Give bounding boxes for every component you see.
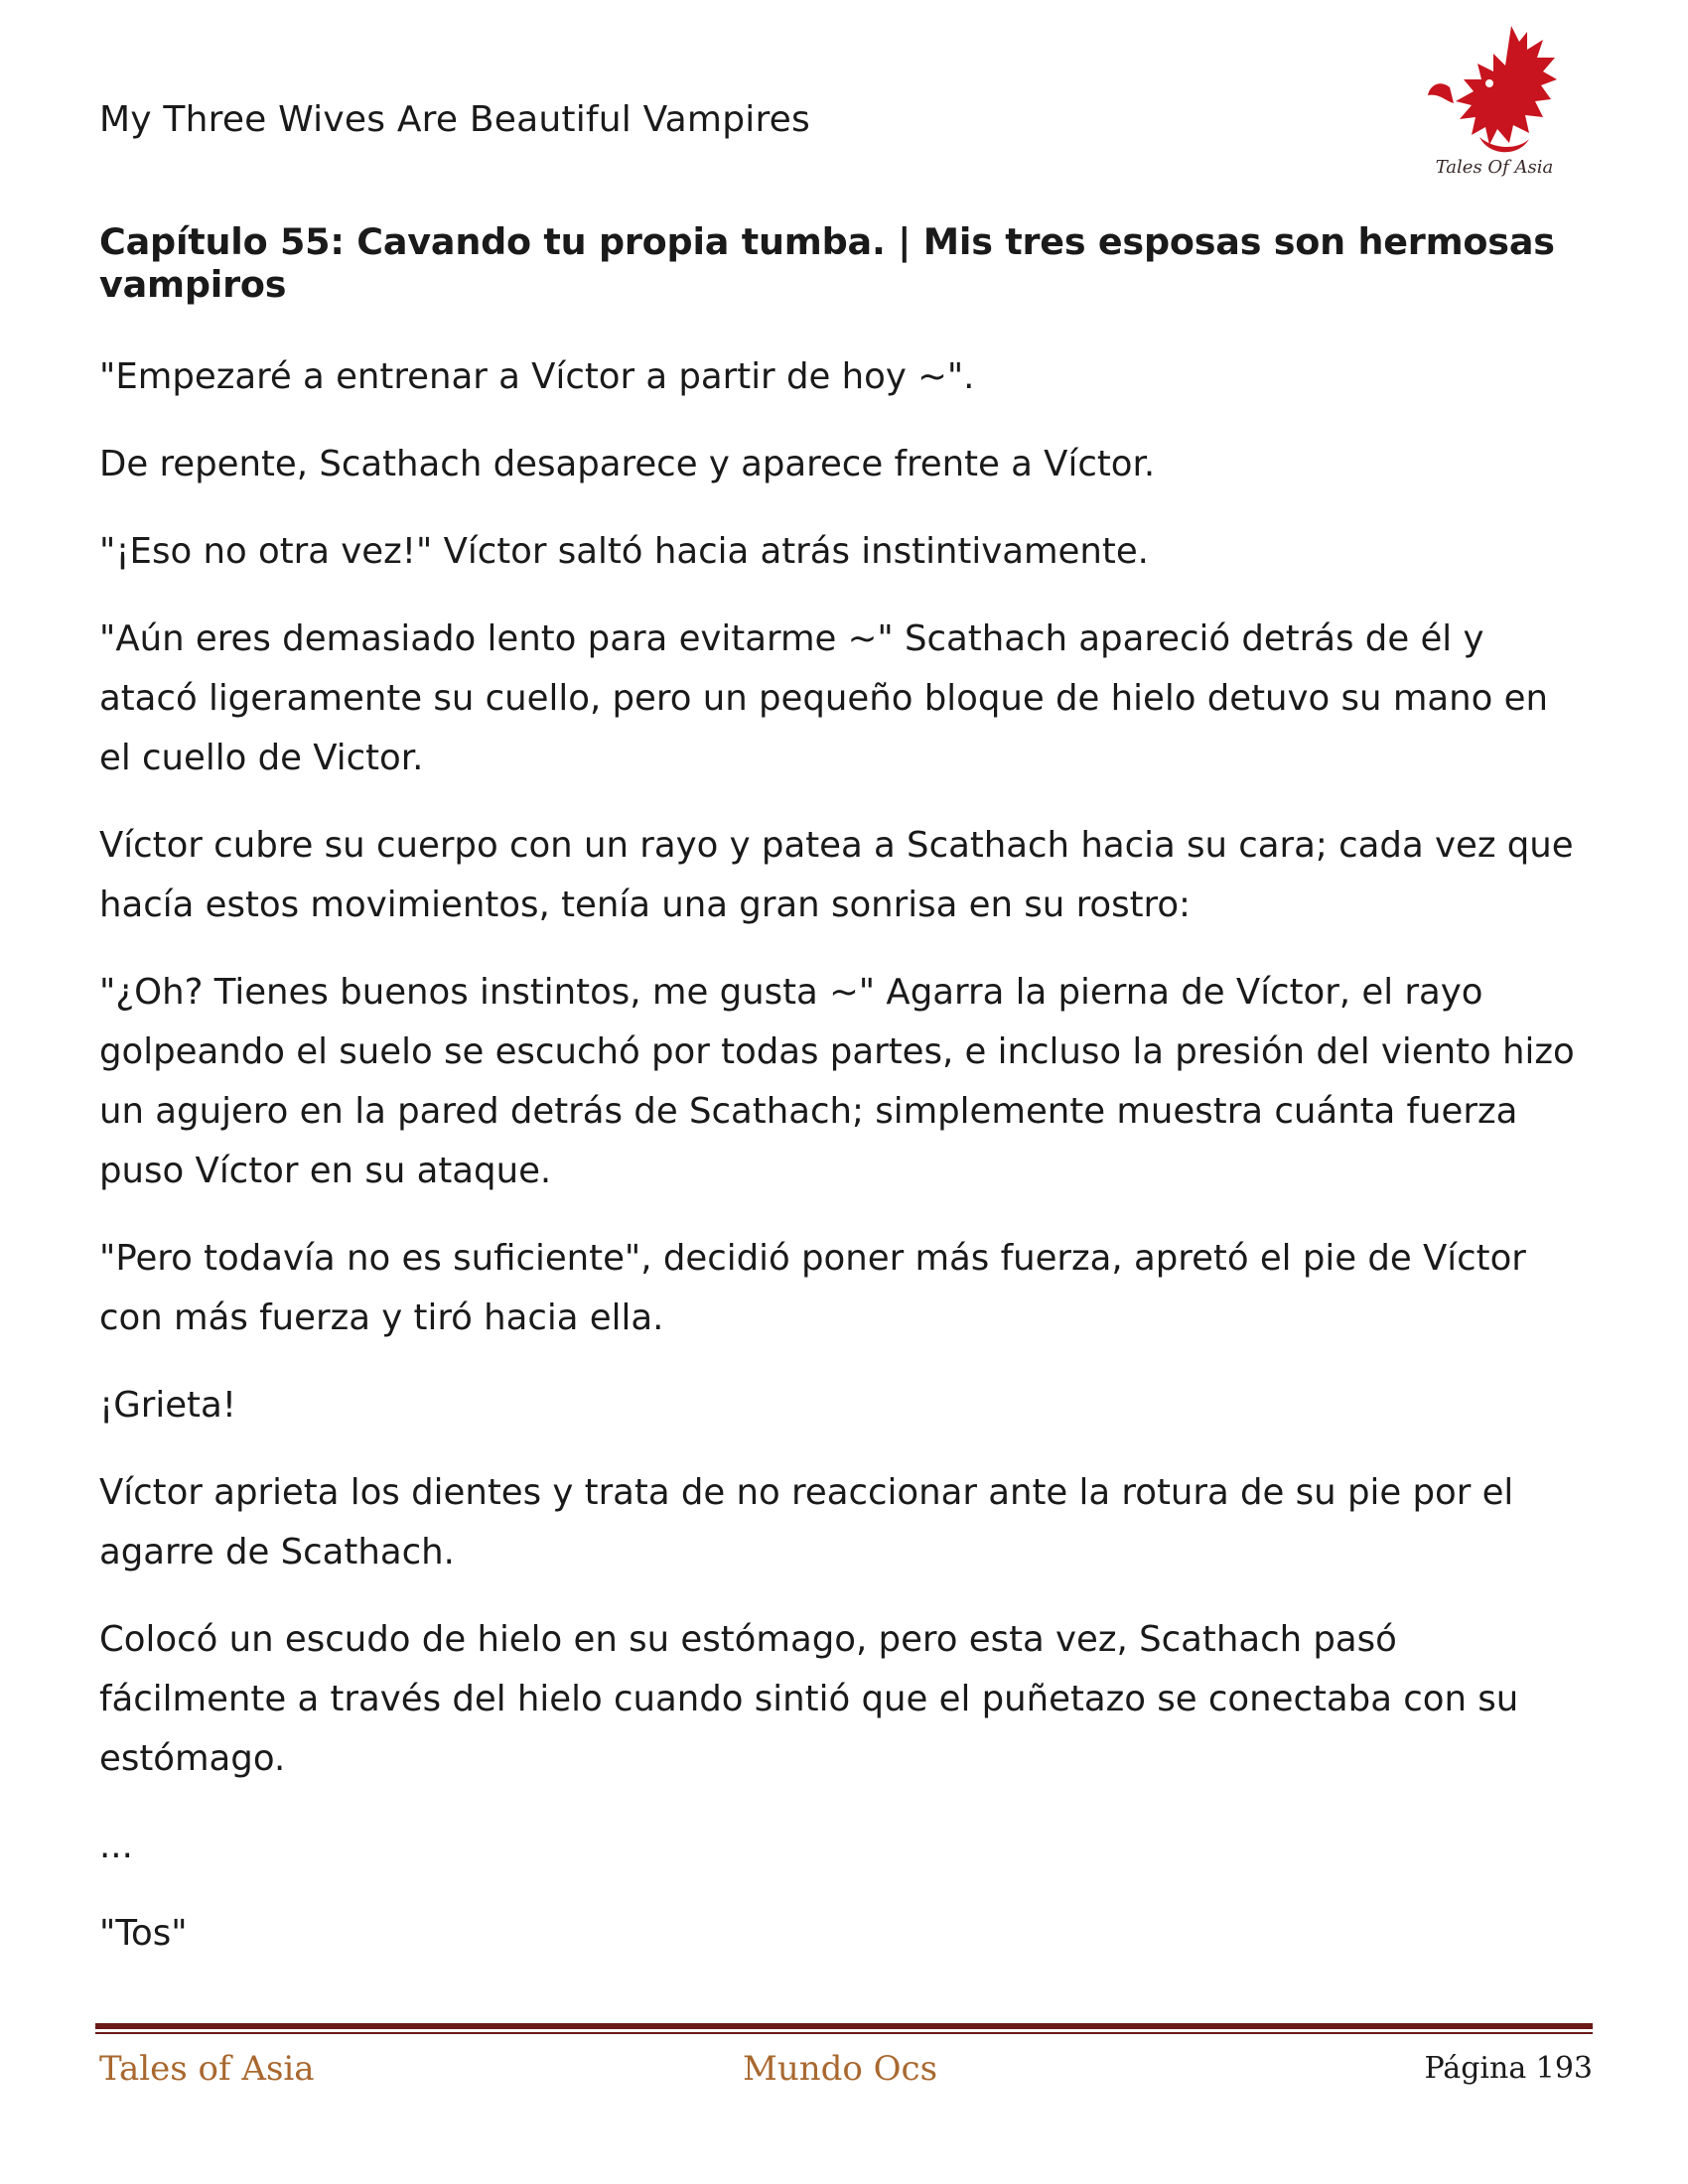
paragraph: Colocó un escudo de hielo en su estómago, pero esta vez, Scathach pasó fácilmente a través del hielo cuando sintió que el puñetazo se conectaba con su estómago. xyxy=(99,1619,1519,1779)
footer-divider xyxy=(95,2023,1593,2034)
paragraph: "Empezaré a entrenar a Víctor a partir de hoy ~". xyxy=(99,356,975,397)
paragraph: De repente, Scathach desaparece y aparece frente a Víctor. xyxy=(99,444,1156,484)
chapter-title: Capítulo 55: Cavando tu propia tumba. | Mis tres esposas son hermosas vampiros xyxy=(99,220,1555,306)
logo-text: Tales Of Asia xyxy=(1435,157,1554,178)
chapter-body xyxy=(99,347,1589,1991)
paragraph: ... xyxy=(99,1826,133,1866)
tales-of-asia-logo xyxy=(1420,18,1569,182)
paragraph: Víctor cubre su cuerpo con un rayo y patea a Scathach hacia su cara; cada vez que hacía estos movimientos, tenía una gran sonrisa en su rostro: xyxy=(99,825,1574,925)
page-number: Página 193 xyxy=(1424,2051,1593,2086)
paragraph: "Tos" xyxy=(99,1913,188,1954)
paragraph: Víctor aprieta los dientes y trata de no reaccionar ante la rotura de su pie por el agarre de Scathach. xyxy=(99,1472,1514,1572)
footer-site: Mundo Ocs xyxy=(743,2049,938,2089)
paragraph: "¿Oh? Tienes buenos instintos, me gusta ~" Agarra la pierna de Víctor, el rayo golpeando el suelo se escuchó por todas partes, e incluso la presión del viento hizo un agujero en la pared detrás de Scathach; simplemente muestra cuánta fuerza puso Víctor en su ataque. xyxy=(99,972,1575,1191)
paragraph: "Pero todavía no es suficiente", decidió poner más fuerza, apretó el pie de Víctor con más fuerza y tiró hacia ella. xyxy=(99,1238,1526,1338)
paragraph: "¡Eso no otra vez!" Víctor saltó hacia atrás instintivamente. xyxy=(99,531,1149,572)
dragon-icon xyxy=(1428,26,1557,152)
footer-publisher: Tales of Asia xyxy=(99,2049,315,2089)
paragraph: ¡Grieta! xyxy=(99,1385,236,1426)
book-title: My Three Wives Are Beautiful Vampires xyxy=(99,99,810,140)
paragraph: "Aún eres demasiado lento para evitarme ~" Scathach apareció detrás de él y atacó ligeramente su cuello, pero un pequeño bloque de hielo detuvo su mano en el cuello de Victor. xyxy=(99,618,1549,778)
